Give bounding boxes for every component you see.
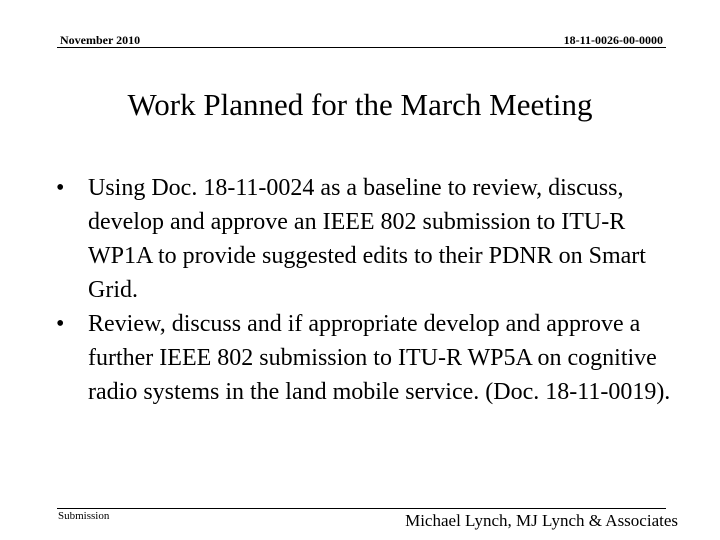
slide-title: Work Planned for the March Meeting [127, 87, 593, 122]
header-doc-number: 18-11-0026-00-0000 [563, 33, 663, 47]
bullet-item [54, 171, 674, 307]
bullet-text: Using Doc. 18-11-0024 as a baseline to review, discuss, develop and approve an IEEE 802 submission to ITU-R WP1A to provide suggested edits to their PDNR on Smart Grid. [88, 175, 646, 303]
header-divider [57, 47, 666, 48]
header-date: November 2010 [60, 33, 141, 47]
footer-divider [57, 508, 666, 509]
footer-author: Michael Lynch, MJ Lynch & Associates [405, 511, 678, 530]
bullet-dot-icon: • [56, 311, 65, 337]
footer-submission-label: Submission [58, 510, 110, 522]
bullet-item [54, 307, 674, 409]
bullet-text: Review, discuss and if appropriate develop and approve a further IEEE 802 submission to ITU-R WP5A on cognitive radio systems in the land mobile service. (Doc. 18-11-0019). [88, 311, 671, 405]
bullet-dot-icon: • [56, 175, 65, 201]
bullet-list [54, 171, 674, 409]
